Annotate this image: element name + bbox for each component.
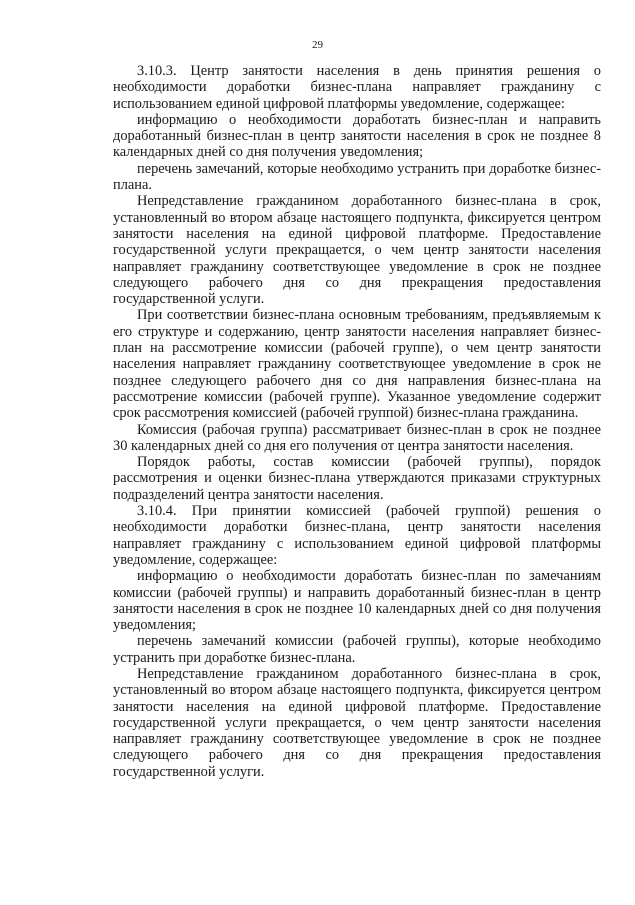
paragraph-commission-remarks-list: перечень замечаний комиссии (рабочей группы), которые необходимо устранить при доработке бизнес-плана. xyxy=(113,633,601,666)
page-number: 29 xyxy=(312,39,323,51)
paragraph-commission-procedure: Порядок работы, состав комиссии (рабочей группы), порядок рассмотрения и оценки бизнес-плана утверждаются приказами структурных подразделений центра занятости населения. xyxy=(113,454,601,503)
paragraph-commission-referral: При соответствии бизнес-плана основным требованиям, предъявляемым к его структуре и содержанию, центр занятости населения направляет бизнес-план на рассмотрение комиссии (рабочей группе), о чем центр занятости населения направляет гражданину соответствующее уведомление в срок не позднее следующего рабочего дня со дня направления бизнес-плана на рассмотрение комиссии (рабочей группе). Указанное уведомление содержит срок рассмотрения комиссией (рабочей группой) бизнес-плана гражданина. xyxy=(113,307,601,422)
paragraph-non-submission: Непредставление гражданином доработанного бизнес-плана в срок, установленный во втором абзаце настоящего подпункта, фиксируется центром занятости населения на единой цифровой платформе. Предоставление государственной услуги прекращается, о чем центр занятости населения направляет гражданину соответствующее уведомление в срок не позднее следующего рабочего дня со дня прекращения предоставления государственной услуги. xyxy=(113,193,601,308)
paragraph-notice-info-8-days: информацию о необходимости доработать бизнес-план и направить доработанный бизнес-план в центр занятости населения в срок не позднее 8 календарных дней со дня получения уведомления; xyxy=(113,111,601,161)
paragraph-commission-review-term: Комиссия (рабочая группа) рассматривает бизнес-план в срок не позднее 30 календарных дней со дня его получения от центра занятости населения. xyxy=(113,421,601,454)
paragraph-3-10-3-intro: 3.10.3. Центр занятости населения в день принятия решения о необходимости доработки бизнес-плана направляет гражданину с использованием единой цифровой платформы уведомление, содержащее: xyxy=(113,63,601,112)
document-body xyxy=(113,63,601,780)
paragraph-remarks-list: перечень замечаний, которые необходимо устранить при доработке бизнес-плана. xyxy=(113,160,601,194)
paragraph-notice-info-10-days: информацию о необходимости доработать бизнес-план по замечаниям комиссии (рабочей группы) и направить доработанный бизнес-план в центр занятости населения в срок не позднее 10 календарных дней со дня получения уведомления; xyxy=(113,568,601,634)
paragraph-3-10-4-intro: 3.10.4. При принятии комиссией (рабочей группой) решения о необходимости доработки бизнес-плана, центр занятости населения направляет гражданину с использованием единой цифровой платформы уведомление, содержащее: xyxy=(113,503,601,568)
paragraph-non-submission-2: Непредставление гражданином доработанного бизнес-плана в срок, установленный во втором абзаце настоящего подпункта, фиксируется центром занятости населения на единой цифровой платформе. Предоставление государственной услуги прекращается, о чем центр занятости населения направляет гражданину соответствующее уведомление в срок не позднее следующего рабочего дня со дня прекращения предоставления государственной услуги. xyxy=(113,665,601,780)
